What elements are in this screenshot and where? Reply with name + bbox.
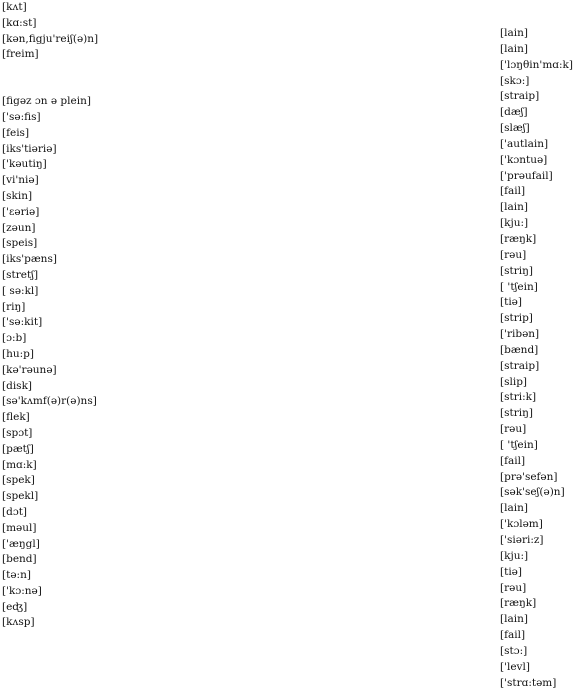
phonetic-transcription: [lain] <box>500 42 528 55</box>
phonetic-transcription: [iks'tiəriə] <box>2 142 57 155</box>
phonetic-transcription: [feis] <box>2 126 30 139</box>
phonetic-transcription: [hu:p] <box>2 347 34 360</box>
phonetic-transcription: [flek] <box>2 411 30 424</box>
phonetic-transcription: [dɔt] <box>2 505 28 518</box>
left-group-main <box>2 94 182 631</box>
phonetic-transcription: [fail] <box>500 454 526 467</box>
phonetic-transcription: [stretʃ] <box>2 268 39 281</box>
phonetic-transcription: [lain] <box>500 613 528 626</box>
left-group-top <box>2 0 182 63</box>
phonetic-transcription: [pætʃ] <box>2 442 34 455</box>
phonetic-transcription: ['autlain] <box>500 137 549 150</box>
phonetic-transcription: ['sə:fis] <box>2 110 41 123</box>
phonetic-transcription: [spekl] <box>2 490 39 503</box>
phonetic-transcription: ['prəufail] <box>500 169 553 182</box>
phonetic-transcription: [kju:] <box>500 217 529 230</box>
right-column <box>500 26 575 691</box>
phonetic-transcription: [prə'sefən] <box>500 470 558 483</box>
phonetic-transcription: [məul] <box>2 521 37 534</box>
phonetic-transcription: ['sə:kit] <box>2 316 43 329</box>
phonetic-transcription: [kʌt] <box>2 1 27 13</box>
phonetic-transcription: [kən,figju'reiʃ(ə)n] <box>2 32 99 45</box>
phonetic-transcription: [kʌsp] <box>2 616 35 629</box>
phonetic-transcription: [speis] <box>2 237 38 250</box>
phonetic-transcription: ['kɔntuə] <box>500 153 548 166</box>
phonetic-transcription: [spek] <box>2 474 35 487</box>
phonetic-transcription: [spɔt] <box>2 426 33 439</box>
phonetic-transcription: [rəu] <box>500 581 527 594</box>
phonetic-transcription: ['kɔləm] <box>500 518 543 531</box>
phonetic-transcription: [sə'kʌmf(ə)r(ə)ns] <box>2 395 97 408</box>
phonetic-transcription: [strip] <box>500 312 533 325</box>
phonetic-transcription: [slæʃ] <box>500 122 530 135</box>
phonetic-transcription: [zəun] <box>2 221 36 234</box>
phonetic-transcription: [bænd] <box>500 343 539 356</box>
phonetic-transcription: ['kɔ:nə] <box>2 584 42 597</box>
phonetic-transcription: ['lɔŋθin'mɑ:k] <box>500 58 573 71</box>
phonetic-transcription: [straip] <box>500 359 540 372</box>
phonetic-transcription: [ræŋk] <box>500 232 537 245</box>
phonetic-transcription: ['kəutiŋ] <box>2 158 47 171</box>
phonetic-transcription: [kə'rəunə] <box>2 363 57 376</box>
phonetic-transcription: [tiə] <box>500 296 522 309</box>
phonetic-transcription: [figəz ɔn ə plein] <box>2 95 91 108</box>
phonetic-transcription: ['levl] <box>500 660 530 673</box>
phonetic-transcription: ['æŋgl] <box>2 537 40 550</box>
phonetic-transcription: [striŋ] <box>500 264 533 277</box>
phonetic-transcription: [stɔ:] <box>500 644 528 657</box>
phonetic-transcription: [lain] <box>500 502 528 515</box>
phonetic-transcription: [kju:] <box>500 549 529 562</box>
phonetic-transcription: [tiə] <box>500 565 522 578</box>
phonetic-transcription: [freim] <box>2 48 39 61</box>
phonetic-transcription: [tə:n] <box>2 569 31 582</box>
phonetic-transcription: ['siəri:z] <box>500 534 544 546</box>
phonetic-transcription: [skin] <box>2 189 33 202</box>
phonetic-transcription: [lain] <box>500 201 528 214</box>
phonetic-transcription: [ sə:kl] <box>2 284 39 297</box>
phonetic-transcription: [stri:k] <box>500 391 537 404</box>
phonetic-transcription: [rəu] <box>500 423 527 436</box>
phonetic-transcription: [dæʃ] <box>500 106 528 119</box>
phonetic-transcription: [ 'tʃein] <box>500 280 538 293</box>
phonetic-transcription: [slip] <box>500 375 528 388</box>
phonetic-transcription: [ræŋk] <box>500 597 537 610</box>
phonetic-transcription: [skɔ:] <box>500 74 530 87</box>
phonetic-transcription: [striŋ] <box>500 407 533 420</box>
phonetic-transcription: [lain] <box>500 27 528 39</box>
phonetic-transcription: [rəu] <box>500 248 527 261</box>
left-column <box>2 0 182 631</box>
phonetic-transcription: [vi'niə] <box>2 174 39 187</box>
phonetic-transcription: ['strɑ:təm] <box>500 676 557 689</box>
phonetic-transcription: [eʤ] <box>2 600 28 613</box>
phonetic-transcription: [fail] <box>500 185 526 198</box>
phonetic-transcription: [riŋ] <box>2 300 26 313</box>
phonetic-transcription: [bend] <box>2 553 37 566</box>
phonetic-transcription: [kɑ:st] <box>2 16 37 29</box>
phonetic-transcription: [disk] <box>2 379 33 392</box>
phonetic-transcription: [ɔ:b] <box>2 332 27 345</box>
phonetic-transcription: [iks'pæns] <box>2 253 57 266</box>
phonetic-transcription: ['ribən] <box>500 328 540 341</box>
blank-gap <box>2 63 182 94</box>
phonetic-transcription: [ 'tʃein] <box>500 438 538 451</box>
phonetic-transcription: [fail] <box>500 629 526 642</box>
phonetic-transcription: [sək'seʃ(ə)n] <box>500 486 565 499</box>
phonetic-transcription: [straip] <box>500 90 540 103</box>
phonetic-transcription: [mɑ:k] <box>2 458 37 471</box>
phonetic-transcription: ['ɛəriə] <box>2 205 40 218</box>
